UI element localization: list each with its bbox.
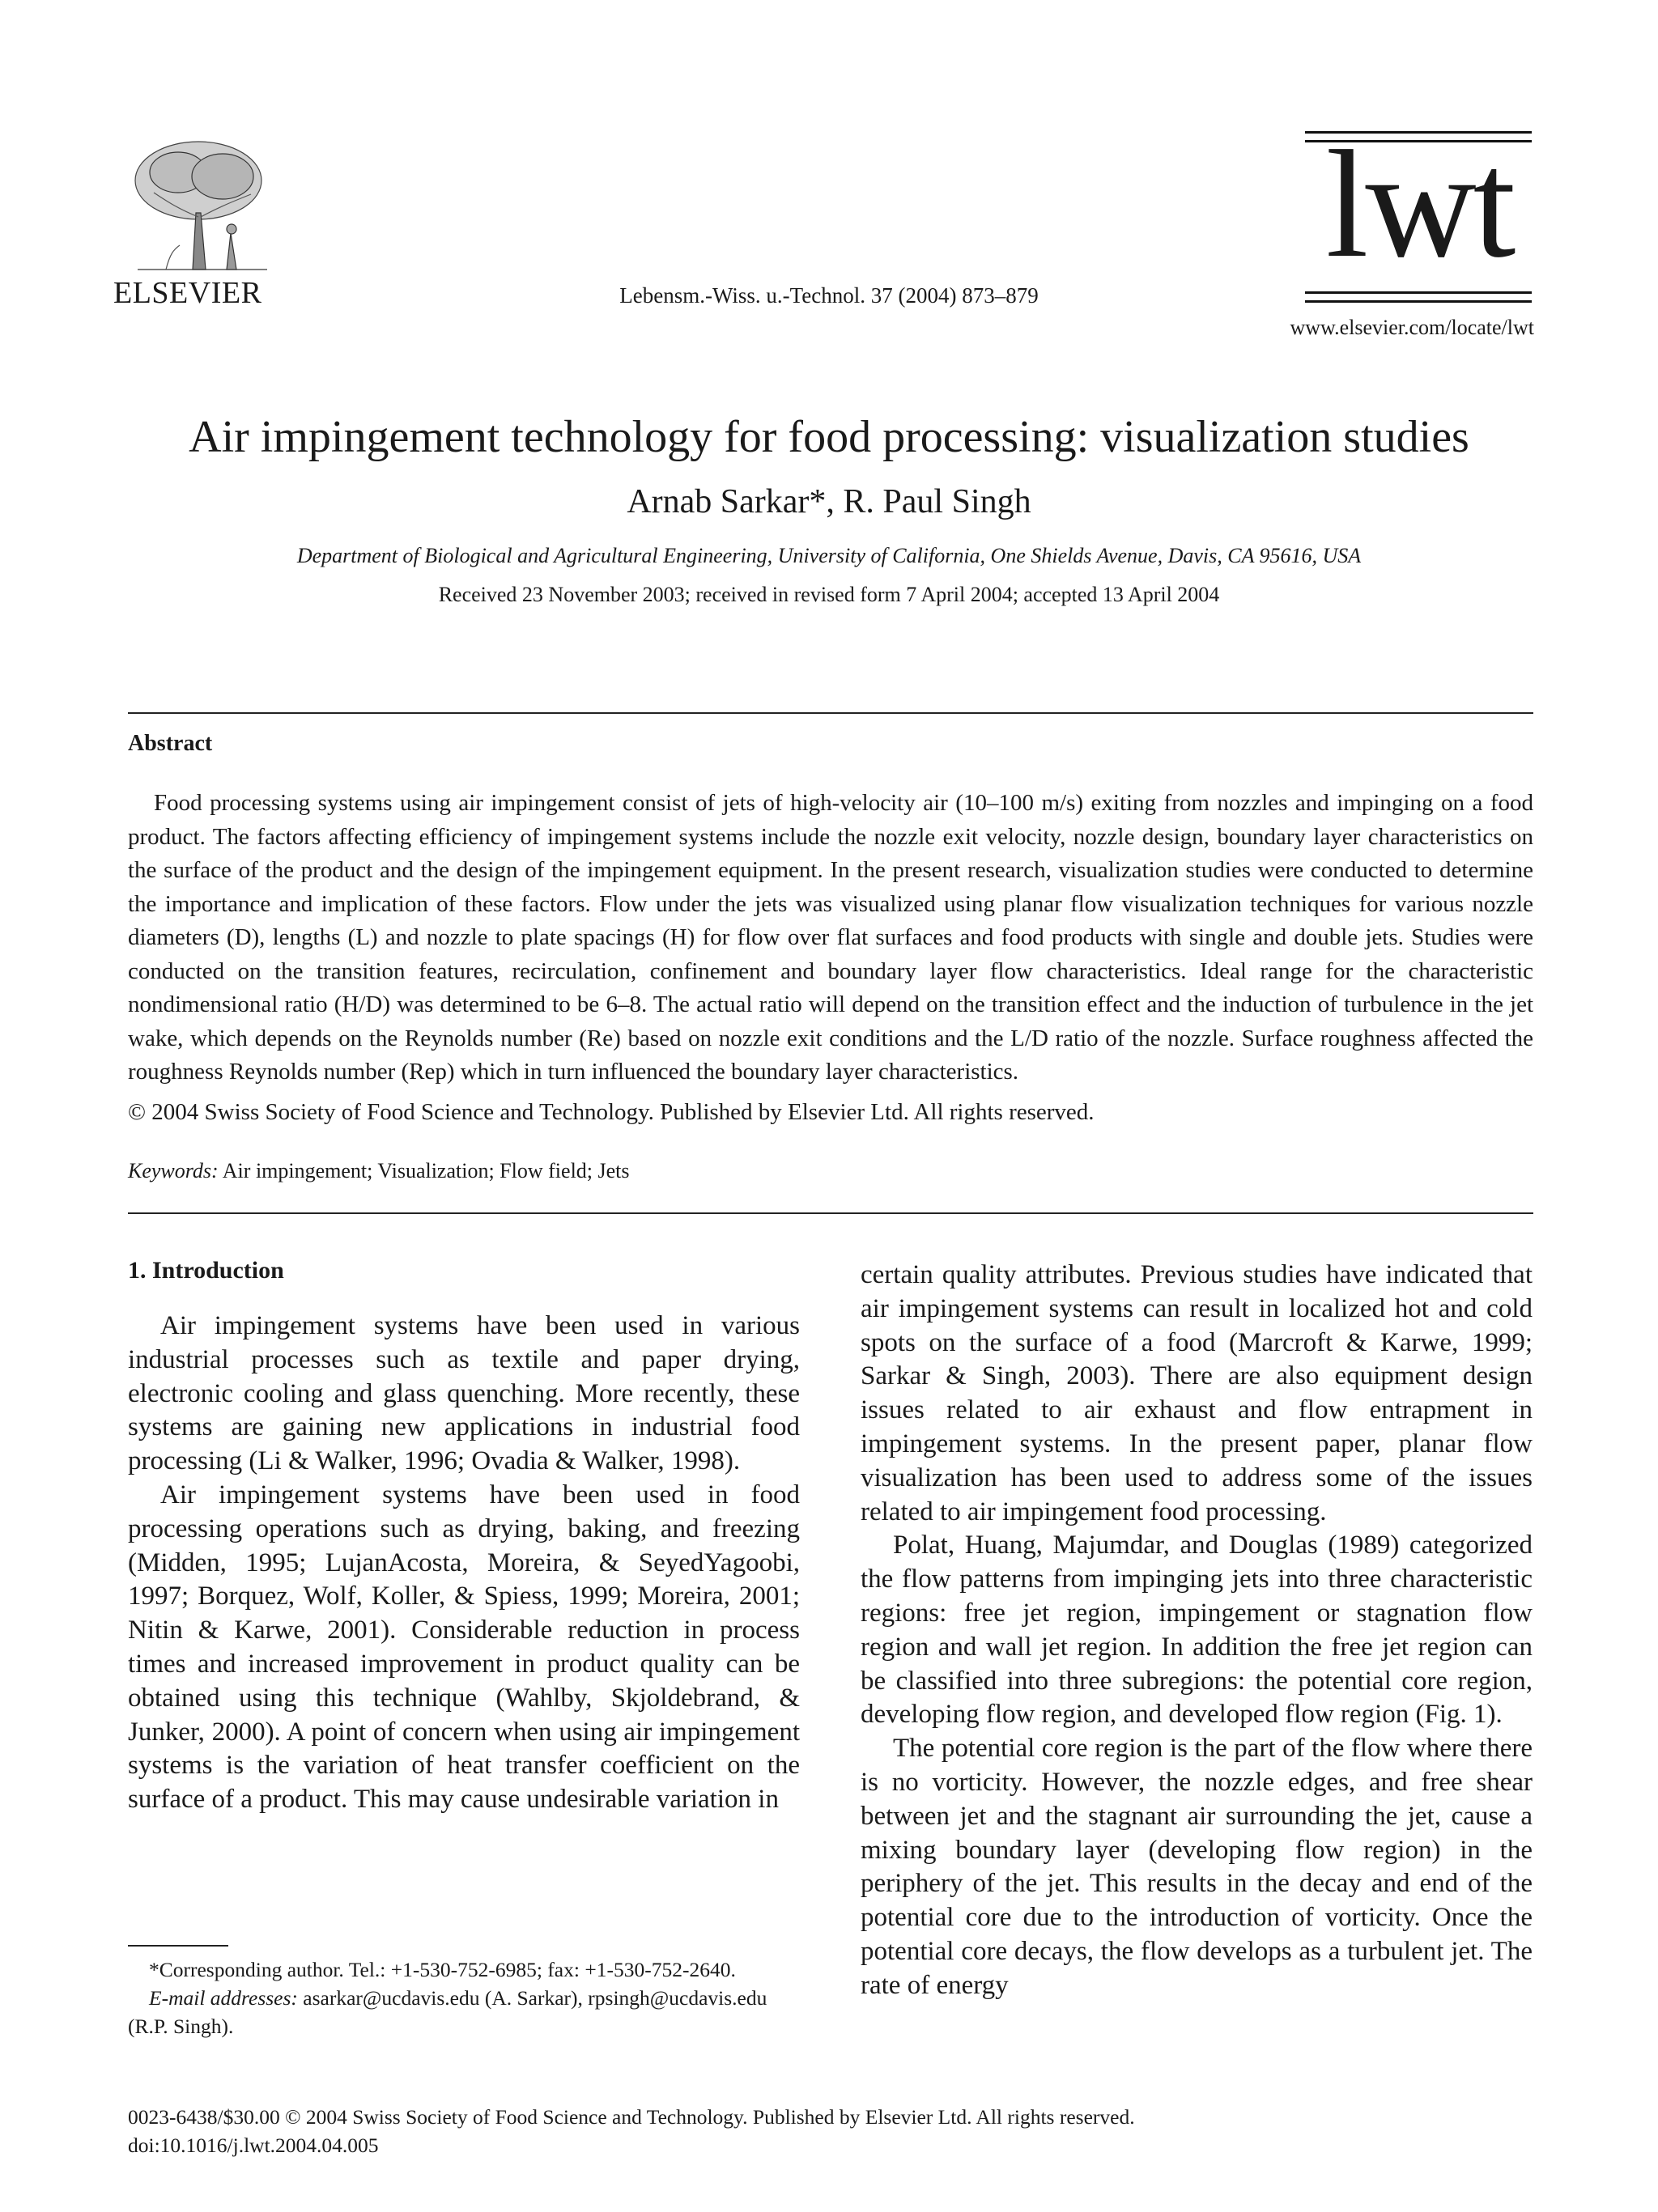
keywords-label: Keywords: xyxy=(128,1159,219,1182)
elsevier-tree-logo xyxy=(121,136,283,278)
footnote xyxy=(128,1955,800,2040)
abstract-top-divider xyxy=(128,712,1533,714)
issn-line: 0023-6438/$30.00 © 2004 Swiss Society of Food Science and Technology. Published by Elsevier Ltd. All rights reserved. xyxy=(128,2105,1135,2129)
publisher-name: ELSEVIER xyxy=(113,276,262,310)
section-heading-introduction: 1. Introduction xyxy=(128,1257,284,1284)
journal-logo-bottom-rule xyxy=(1305,291,1532,303)
abstract-bottom-divider xyxy=(128,1212,1533,1214)
email-label: E-mail addresses: xyxy=(149,1986,298,2010)
intro-paragraph: Air impingement systems have been used in various industrial processes such as textile and paper drying, electronic cooling and glass quenching. More recently, these systems are gaining new applications in industrial food processing (Li & Walker, 1996; Ovadia & Walker, 1998). xyxy=(128,1311,800,1476)
abstract-copyright: © 2004 Swiss Society of Food Science and Technology. Published by Elsevier Ltd. All rights reserved. xyxy=(128,1099,1095,1125)
keywords-list: Air impingement; Visualization; Flow field; Jets xyxy=(222,1159,630,1182)
abstract-body: Food processing systems using air impingement consist of jets of high-velocity air (10–100 m/s) exiting from nozzles and impinging on a food product. The factors affecting efficiency of impingement systems include the nozzle exit velocity, nozzle design, boundary layer characteristics on the surface of the product and the design of the impingement equipment. In the present research, visualization studies were conducted to determine the importance and implication of these factors. Flow under the jets was visualized using planar flow visualization techniques for various nozzle diameters (D), lengths (L) and nozzle to plate spacings (H) for flow over flat surfaces and food products with single and double jets. Studies were conducted on the transition features, recirculation, confinement and boundary layer flow characteristics. Ideal range for the characteristic nondimensional ratio (H/D) was determined to be 6–8. The actual ratio will depend on the transition effect and the induction of turbulence in the jet wake, which depends on the Reynolds number (Re) based on nozzle exit conditions and the L/D ratio of the nozzle. Surface roughness affected the roughness Reynolds number (Rep) which in turn influenced the boundary layer characteristics. xyxy=(128,790,1533,1085)
abstract-heading: Abstract xyxy=(128,731,213,756)
intro-paragraph: Polat, Huang, Majumdar, and Douglas (1989) categorized the flow patterns from impinging jets into three characteristic regions: free jet region, impingement or stagnation flow region and wall jet region. In addition the free jet region can be classified into three subregions: the potential core region, developing flow region, and developed flow region (Fig. 1). xyxy=(861,1531,1533,1730)
intro-paragraph: certain quality attributes. Previous studies have indicated that air impingement systems can result in localized hot and cold spots on the surface of a food (Marcroft & Karwe, 1999; Sarkar & Singh, 2003). There are also equipment design issues related to air exhaust and flow entrapment in impingement systems. In the present paper, planar flow visualization has been used to address some of the issues related to air impingement food processing. xyxy=(861,1260,1533,1526)
article-authors: Arnab Sarkar*, R. Paul Singh xyxy=(627,483,1031,520)
article-title: Air impingement technology for food processing: visualization studies xyxy=(189,412,1469,462)
journal-logo: lwt xyxy=(1325,120,1513,290)
doi-line[interactable]: doi:10.1016/j.lwt.2004.04.005 xyxy=(128,2133,379,2157)
article-dates: Received 23 November 2003; received in revised form 7 April 2004; accepted 13 April 2004 xyxy=(438,583,1220,606)
corresponding-author-note: *Corresponding author. Tel.: +1-530-752-6985; fax: +1-530-752-2640. xyxy=(149,1958,736,1981)
journal-reference: Lebensm.-Wiss. u.-Technol. 37 (2004) 873–879 xyxy=(619,283,1039,308)
footnote-divider xyxy=(128,1945,228,1947)
email-addresses[interactable]: asarkar@ucdavis.edu (A. Sarkar), rpsingh@ucdavis.edu (R.P. Singh). xyxy=(128,1986,767,2038)
bottom-matter xyxy=(128,2103,1135,2159)
intro-paragraph: Air impingement systems have been used in food processing operations such as drying, baking, and freezing (Midden, 1995; LujanAcosta, Moreira, & SeyedYagoobi, 1997; Borquez, Wolf, Koller, & Spiess, 1999; Moreira, 2001; Nitin & Karwe, 2001). Considerable reduction in process times and increased improvement in product quality can be obtained using this technique (Wahlby, Skjoldebrand, & Junker, 2000). A point of concern when using air impingement systems is the variation of heat transfer coefficient on the surface of a product. This may cause undesirable variation in xyxy=(128,1480,800,1815)
email-note xyxy=(128,1984,800,2040)
journal-url[interactable]: www.elsevier.com/locate/lwt xyxy=(1290,316,1534,339)
right-column xyxy=(861,1259,1533,2003)
left-column xyxy=(128,1310,800,1817)
intro-paragraph: The potential core region is the part of the flow where there is no vorticity. However, the nozzle edges, and free shear between jet and the stagnant air surrounding the jet, cause a mixing boundary layer (developing flow region) in the periphery of the jet. This results in the decay and end of the potential core due to the introduction of vorticity. Once the potential core decays, the flow develops as a turbulent jet. The rate of energy xyxy=(861,1734,1533,2000)
author-affiliation: Department of Biological and Agricultural Engineering, University of California, One Shields Avenue, Davis, CA 95616, USA xyxy=(296,544,1362,567)
keywords xyxy=(128,1159,630,1183)
